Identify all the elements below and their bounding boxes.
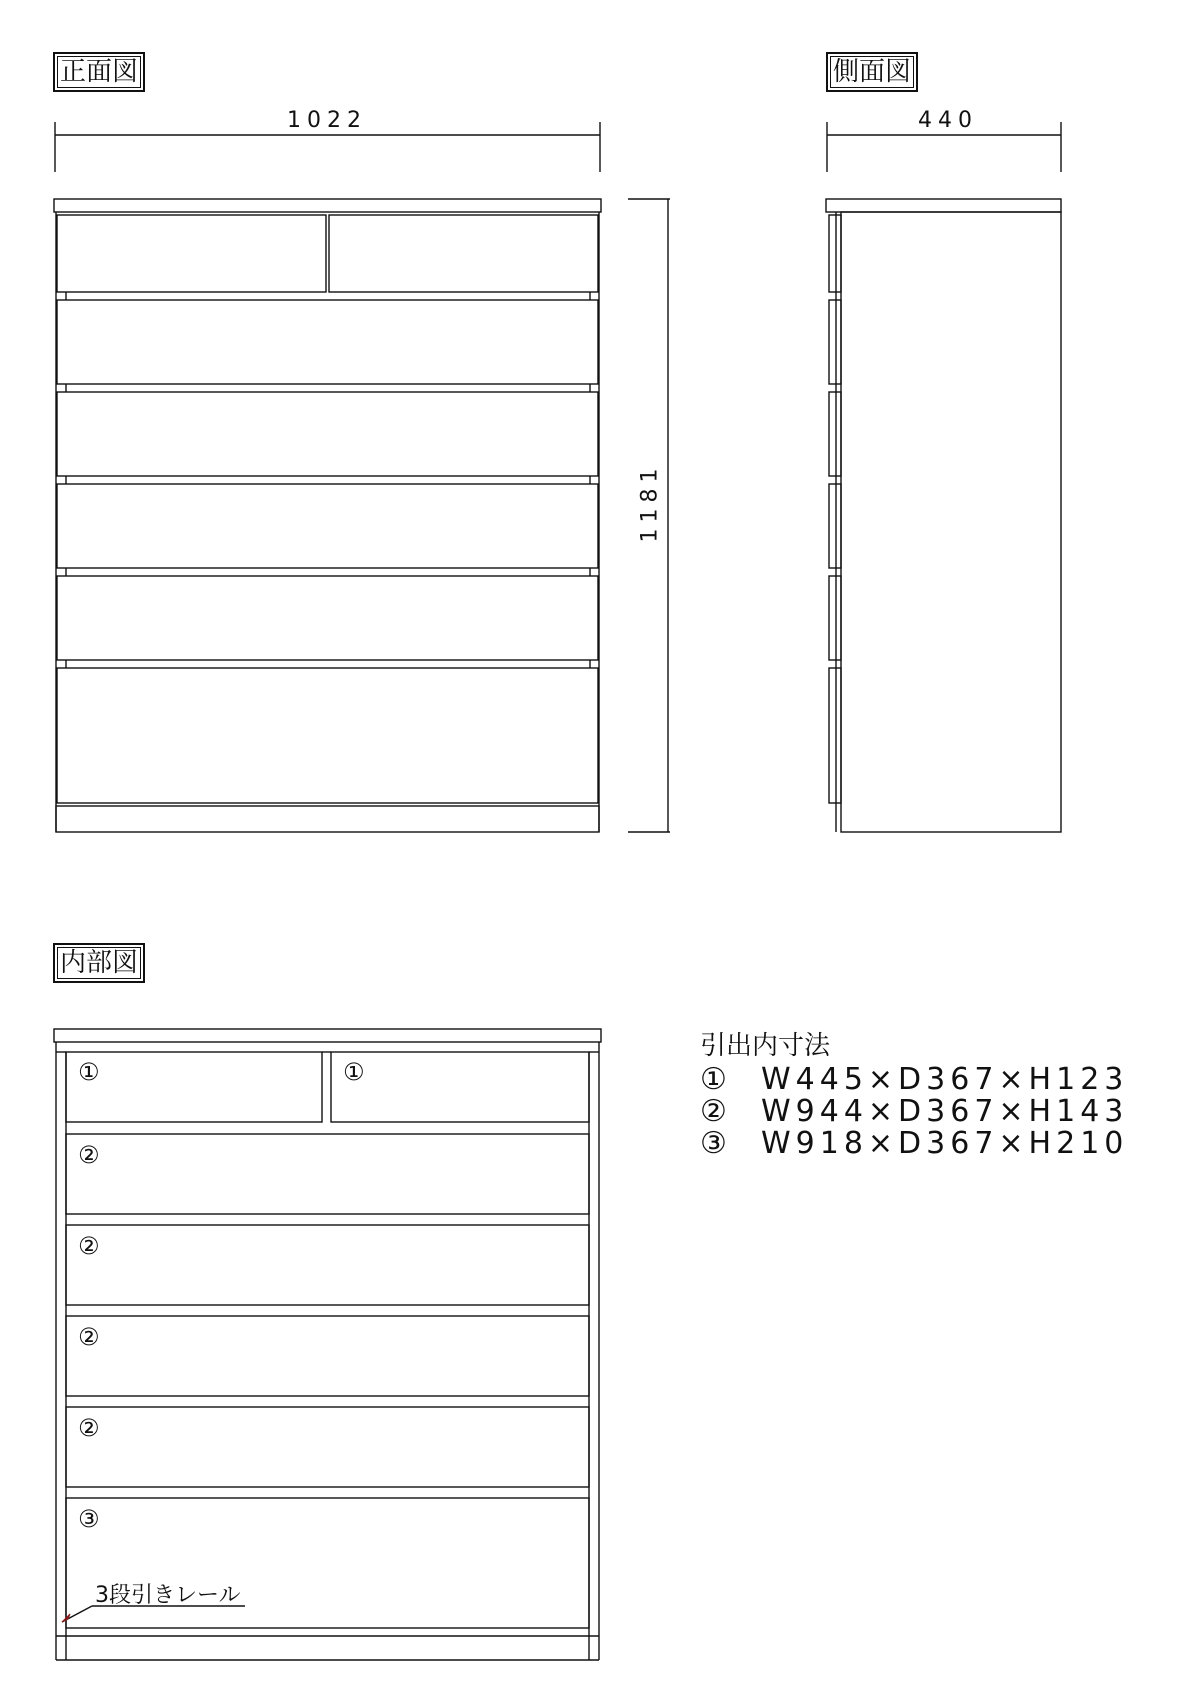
spec-value: W445×D367×H123	[760, 1062, 1129, 1097]
front-view-outline	[54, 122, 670, 832]
spec-mark: ①	[700, 1062, 732, 1097]
front-height-dimension: 1181	[637, 462, 663, 543]
spec-mark: ②	[700, 1094, 732, 1129]
drawer-marker: ②	[78, 1232, 100, 1260]
drawer-marker: ①	[78, 1058, 100, 1086]
front-view-title: 正面図	[53, 52, 145, 92]
drawer-marker: ①	[343, 1058, 365, 1086]
drawer-marker: ③	[78, 1505, 100, 1533]
spec-row	[700, 1062, 1128, 1097]
spec-row	[700, 1094, 1128, 1129]
spec-value: W918×D367×H210	[760, 1126, 1129, 1161]
front-width-dimension: 1022	[287, 108, 367, 133]
spec-row	[700, 1126, 1128, 1161]
drawer-marker: ②	[78, 1414, 100, 1442]
rail-label: 3段引きレール	[95, 1583, 241, 1608]
side-view-title: 側面図	[826, 52, 918, 92]
interior-view-outline	[54, 1029, 601, 1660]
side-depth-dimension: 440	[918, 108, 978, 133]
spec-mark: ③	[700, 1126, 732, 1161]
spec-title: 引出内寸法	[700, 1031, 831, 1061]
drawer-marker: ②	[78, 1141, 100, 1169]
drawer-marker: ②	[78, 1323, 100, 1351]
side-view-outline	[826, 122, 1061, 832]
spec-value: W944×D367×H143	[760, 1094, 1129, 1129]
interior-view-title: 内部図	[53, 943, 145, 983]
